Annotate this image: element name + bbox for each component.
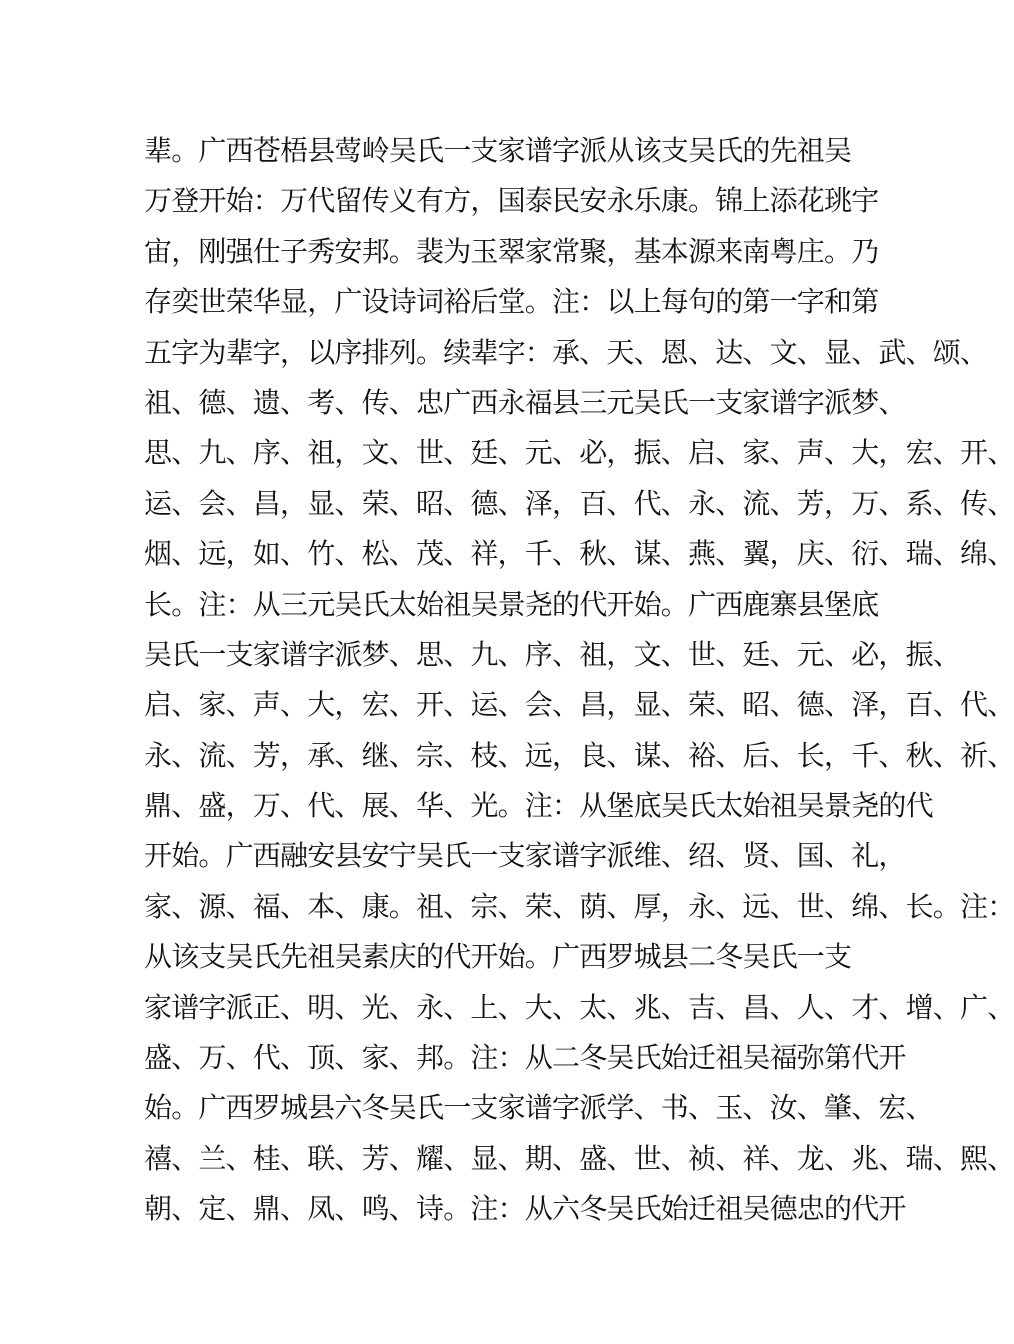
text-line-2: 万登开始：万代留传义有方，国泰民安永乐康。锦上添花珧宇 (144, 184, 879, 218)
text-line-5: 五字为辈字，以序排列。续辈字：承、天、恩、达、文、显、武、颂、 (144, 335, 988, 369)
text-line-10: 长。注：从三元吴氏太始祖吴景尧的代开始。广西鹿寨县堡底 (144, 587, 879, 621)
text-line-8: 运、会、昌，显、荣、昭、德、泽，百、代、永、流、芳，万、系、传、 (144, 486, 1014, 520)
text-line-11: 吴氏一支家谱字派梦、思、九、序、祖，文、世、廷、元、必，振、 (144, 637, 961, 671)
text-line-7: 思、九、序、祖，文、世、廷、元、必，振、启、家、声、大，宏、开、 (144, 436, 1014, 470)
text-line-20: 始。广西罗城县六冬吴氏一支家谱字派学、书、玉、汝、肇、宏、 (144, 1091, 933, 1125)
text-line-1: 辈。广西苍梧县莺岭吴氏一支家谱字派从该支吴氏的先祖吴 (144, 134, 852, 167)
text-line-14: 鼎、盛，万、代、展、华、光。注：从堡底吴氏太始祖吴景尧的代 (144, 789, 933, 823)
text-line-22: 朝、定、鼎、凤、鸣、诗。注：从六冬吴氏始迁祖吴德忠的代开 (144, 1192, 906, 1226)
text-line-18: 家谱字派正、明、光、永、上、大、太、兆、吉、昌、人、才、增、广、 (144, 990, 1014, 1024)
text-line-12: 启、家、声、大，宏、开、运、会、昌，显、荣、昭、德、泽，百、代、 (144, 688, 1014, 722)
text-line-16: 家、源、福、本、康。祖、宗、荣、荫、厚，永、远、世、绵、长。注： (144, 889, 1014, 923)
text-line-3: 宙，刚强仕子秀安邦。裴为玉翠家常聚，基本源来南粤庄。乃 (144, 234, 879, 268)
text-line-4: 存奕世荣华显，广设诗词裕后堂。注：以上每句的第一字和第 (144, 285, 879, 319)
body-text (144, 126, 1014, 1235)
text-line-13: 永、流、芳，承、继、宗、枝、远，良、谋、裕、后、长，千、秋、祈、 (144, 738, 1014, 772)
text-line-19: 盛、万、代、顶、家、邦。注：从二冬吴氏始迁祖吴福弥第代开 (144, 1041, 906, 1075)
text-line-6: 祖、德、遗、考、传、忠广西永福县三元吴氏一支家谱字派梦、 (144, 385, 906, 419)
text-line-21: 禧、兰、桂、联、芳、耀、显、期、盛、世、祯、祥、龙、兆、瑞、熙、 (144, 1141, 1014, 1175)
text-line-15: 开始。广西融安县安宁吴氏一支家谱字派维、绍、贤、国、礼， (144, 839, 906, 873)
text-line-17: 从该支吴氏先祖吴素庆的代开始。广西罗城县二冬吴氏一支 (144, 940, 852, 974)
text-line-9: 烟、远，如、竹、松、茂、祥，千、秋、谋、燕、翼，庆、衍、瑞、绵、 (144, 537, 1014, 571)
